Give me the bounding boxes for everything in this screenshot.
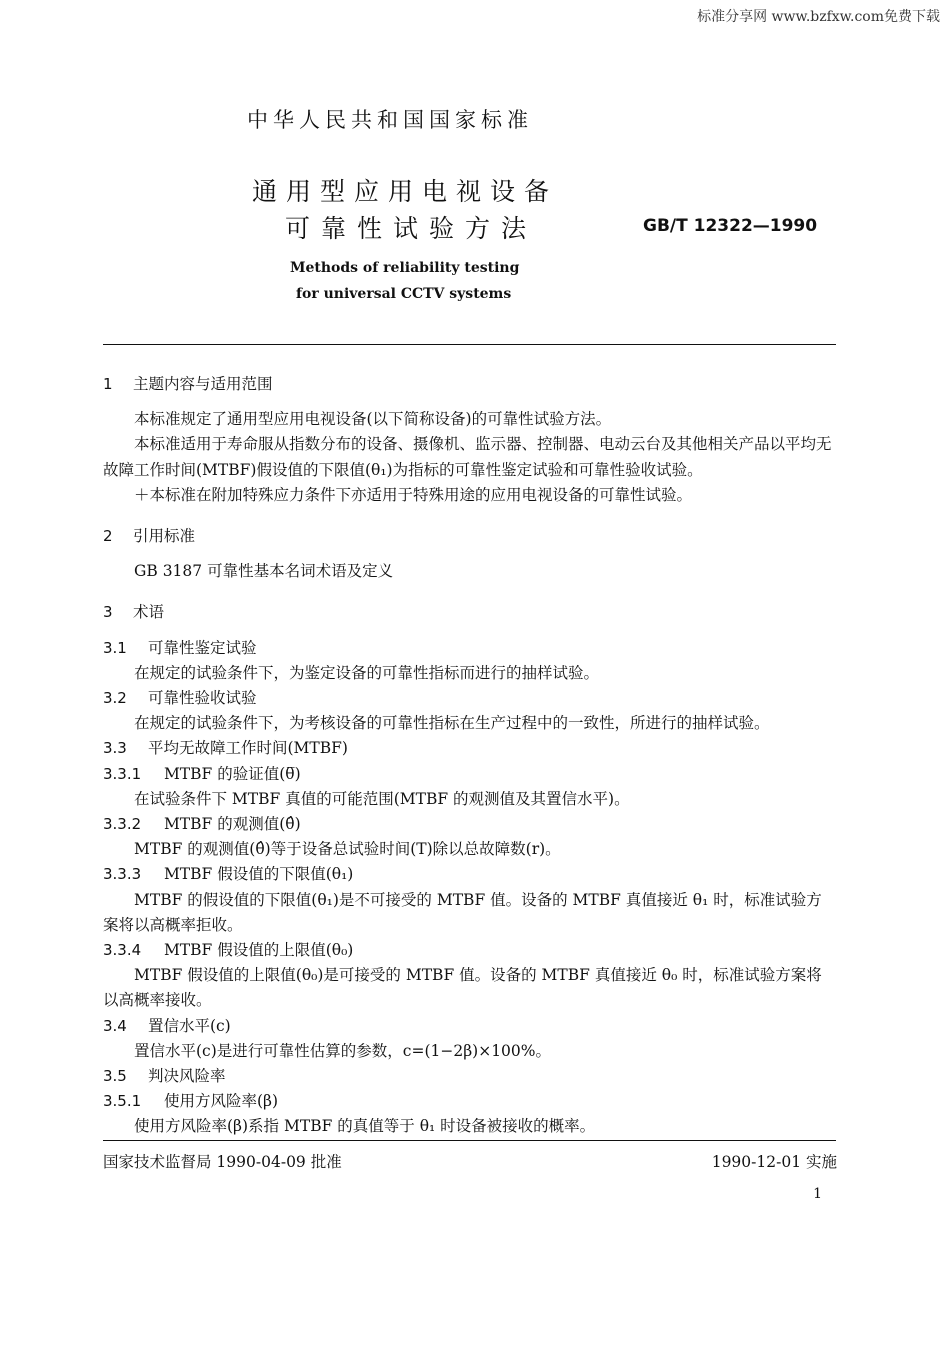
subsection-title: MTBF 假设值的下限值(θ₁) [163,865,354,884]
paragraph: 本标准适用于寿命服从指数分布的设备、摄像机、监示器、控制器、电动云台及其他相关产品以平均无故障工作时间(MTBF)假设值的下限值(θ₁)为指标的可靠性鉴定试验和可靠性验收试验。 [103,435,832,479]
subsection-title: 判决风险率 [147,1067,226,1086]
document-title-line1: 通用型应用电视设备 [252,177,559,206]
subsection-title: 使用方风险率(β) [163,1092,278,1111]
paragraph: MTBF 的观测值(θ̂)等于设备总试验时间(T)除以总故障数(r)。 [134,840,561,859]
standard-organization: 中华人民共和国国家标准 [247,108,533,132]
subsection-number: 3.5.1 [103,1092,142,1111]
page-number: 1 [813,1186,822,1202]
section-title: 术语 [132,603,164,622]
subsection-title: MTBF 的验证值(θ̅) [163,764,301,783]
paragraph: 在规定的试验条件下，为考核设备的可靠性指标在生产过程中的一致性，所进行的抽样试验。 [134,714,770,733]
document-title-line2: 可靠性试验方法 [285,214,538,243]
section-1-heading [103,372,836,397]
subsection-title: 可靠性鉴定试验 [147,638,257,657]
subsection-number: 3.2 [103,689,127,708]
paragraph: 使用方风险率(β)系指 MTBF 的真值等于 θ₁ 时设备被接收的概率。 [134,1117,596,1136]
subsection-number: 3.5 [103,1067,127,1086]
header-divider [103,344,836,345]
standard-number: GB/T 12322—1990 [643,216,818,236]
section-3-heading [103,600,836,625]
english-title-line2: for universal CCTV systems [296,286,512,302]
subsection-3-5-1-heading [103,1089,836,1114]
paragraph: ＋本标准在附加特殊应力条件下亦适用于特殊用途的应用电视设备的可靠性试验。 [134,485,693,504]
subsection-number: 3.1 [103,638,127,657]
subsection-number: 3.4 [103,1016,127,1035]
subsection-title: MTBF 假设值的上限值(θ₀) [163,941,354,960]
subsection-title: 平均无故障工作时间(MTBF) [147,739,348,758]
paragraph: 本标准规定了通用型应用电视设备(以下简称设备)的可靠性试验方法。 [134,410,612,429]
referenced-standard: GB 3187 可靠性基本名词术语及定义 [134,562,394,581]
english-title-line1: Methods of reliability testing [290,260,520,276]
paragraph: 置信水平(c)是进行可靠性估算的参数，c=(1−2β)×100%。 [134,1041,552,1060]
paragraph: 在规定的试验条件下，为鉴定设备的可靠性指标而进行的抽样试验。 [134,663,600,682]
section-number: 2 [103,527,113,546]
paragraph: 在试验条件下 MTBF 真值的可能范围(MTBF 的观测值及其置信水平)。 [134,789,630,808]
subsection-title: MTBF 的观测值(θ̂) [163,815,301,834]
subsection-3-3-4-heading [103,938,836,963]
subsection-3-3-2-heading [103,812,836,837]
subsection-number: 3.3.3 [103,865,142,884]
subsection-3-3-3-heading [103,862,836,887]
subsection-3-4-heading [103,1014,836,1039]
document-body [103,366,836,1140]
effective-date: 1990-12-01 实施 [711,1153,837,1171]
subsection-number: 3.3.4 [103,941,142,960]
watermark-text: 标准分享网 www.bzfxw.com免费下载 [697,9,940,25]
subsection-3-2-heading [103,686,836,711]
approval-date: 国家技术监督局 1990-04-09 批准 [103,1153,342,1171]
paragraph: MTBF 的假设值的下限值(θ₁)是不可接受的 MTBF 值。设备的 MTBF 真值接近 θ₁ 时，标准试验方案将以高概率拒收。 [103,890,822,934]
section-number: 1 [103,375,113,393]
section-number: 3 [103,603,113,622]
subsection-3-5-heading [103,1064,836,1089]
subsection-3-3-1-heading [103,762,836,787]
subsection-3-3-heading [103,736,836,761]
subsection-number: 3.3 [103,739,127,758]
subsection-title: 置信水平(c) [147,1016,231,1035]
footer-divider [103,1140,836,1141]
paragraph: MTBF 假设值的上限值(θ₀)是可接受的 MTBF 值。设备的 MTBF 真值接近 θ₀ 时，标准试验方案将以高概率接收。 [103,966,822,1010]
section-title: 主题内容与适用范围 [132,375,273,393]
subsection-title: 可靠性验收试验 [147,689,257,708]
section-2-heading [103,524,836,549]
subsection-3-1-heading [103,636,836,661]
section-title: 引用标准 [132,527,195,546]
subsection-number: 3.3.2 [103,815,142,834]
subsection-number: 3.3.1 [103,764,142,783]
